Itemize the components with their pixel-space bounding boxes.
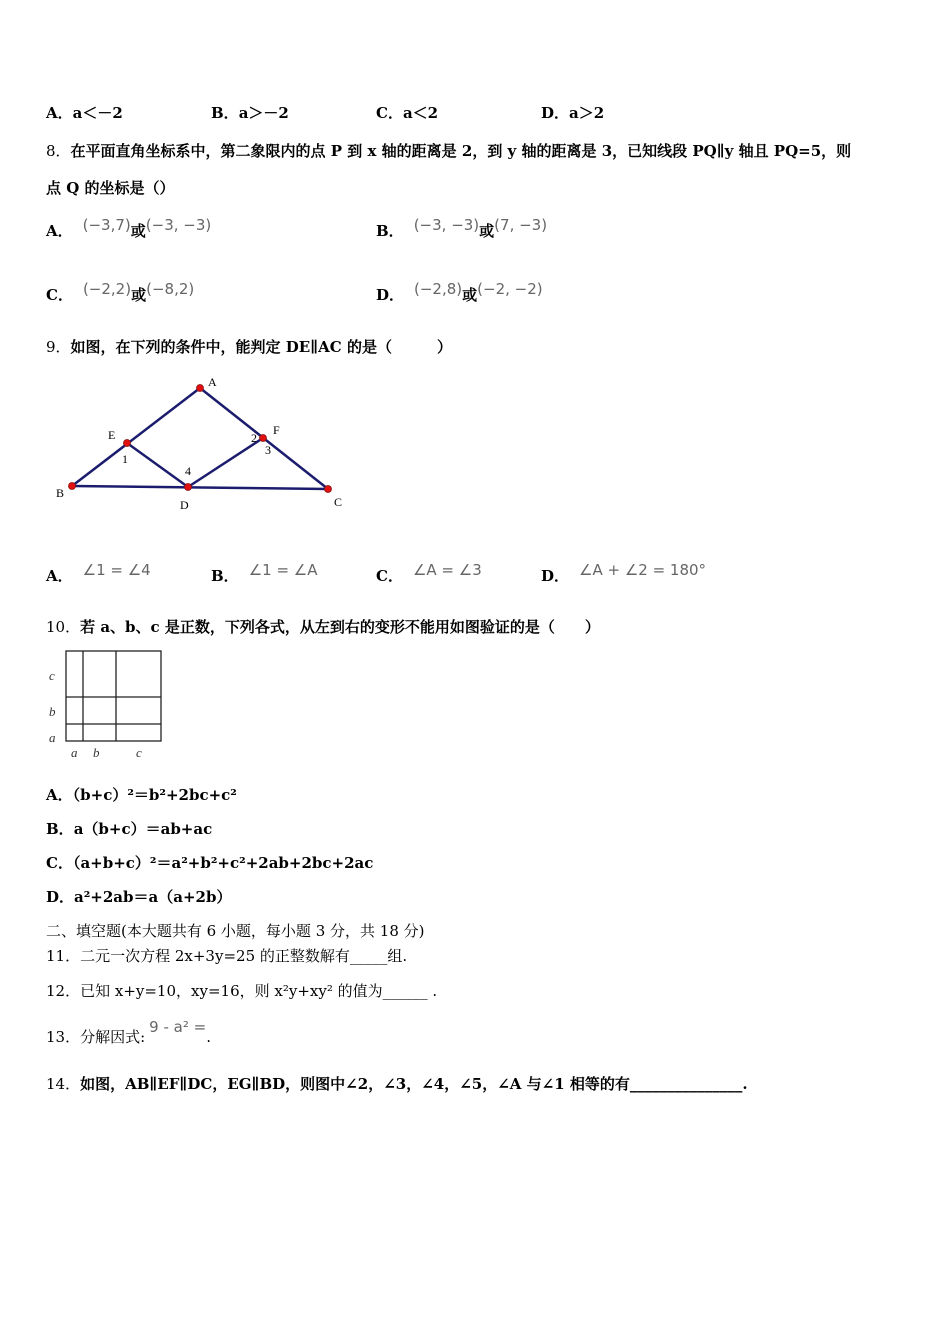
point-e	[124, 440, 131, 447]
q8-option-d[interactable]: D． (−2,8)或(−2, −2)	[376, 280, 543, 304]
q9-triangle-figure	[50, 372, 360, 517]
point-f	[260, 435, 267, 442]
bottom-label-c: c	[136, 745, 142, 760]
q10-option-b[interactable]: B．a（b+c）＝ab+ac	[46, 820, 213, 838]
q8-text: 在平面直角坐标系中，第二象限内的点 P 到 x 轴的距离是 2，到 y 轴的距离是 3，已知线段 PQ∥y 轴且 PQ=5，则	[70, 142, 852, 160]
q13-expression: 9 - a² =	[149, 1018, 207, 1036]
q9-option-c[interactable]: C． ∠A = ∠3	[376, 561, 482, 585]
q10-option-a[interactable]: A．（b+c）²＝b²+2bc+c²	[46, 786, 237, 804]
q8-option-b[interactable]: B． (−3, −3)或(7, −3)	[376, 216, 548, 240]
point-d	[185, 484, 192, 491]
point-a	[197, 385, 204, 392]
outer-square	[66, 651, 161, 741]
line-bc	[72, 486, 328, 489]
q8-stem-line2: 点 Q 的坐标是（）	[46, 179, 175, 197]
label-b: B	[56, 486, 65, 500]
label-angle-4: 4	[185, 464, 191, 478]
q9-option-d[interactable]: D． ∠A + ∠2 = 180°	[541, 561, 707, 585]
q10-option-c[interactable]: C．（a+b+c）²＝a²+b²+c²+2ab+2bc+2ac	[46, 854, 374, 872]
label-angle-3: 3	[265, 443, 271, 457]
point-b	[69, 483, 76, 490]
section-2-title: 二、填空题(本大题共有 6 小题，每小题 3 分，共 18 分)	[46, 922, 425, 940]
q7-option-a[interactable]: A．a＜－2	[46, 104, 123, 122]
q8-option-a[interactable]: A． (−3,7)或(−3, −3)	[46, 216, 212, 240]
line-ba	[72, 388, 200, 486]
q7-option-d[interactable]: D．a＞2	[541, 104, 605, 122]
point-c	[325, 486, 332, 493]
q7-option-b[interactable]: B．a＞－2	[211, 104, 289, 122]
q8-number: 8．	[46, 142, 71, 160]
q10-stem: 10．若 a、b、c 是正数，下列各式，从左到右的变形不能用如图验证的是（ ）	[46, 618, 600, 636]
q10-option-d[interactable]: D．a²+2ab＝a（a+2b）	[46, 888, 232, 906]
q9-option-b[interactable]: B． ∠1 = ∠A	[211, 561, 318, 585]
q12: 12．已知 x+y=10，xy=16，则 x²y+xy² 的值为______ .	[46, 982, 438, 1000]
left-label-a: a	[49, 730, 56, 745]
q14: 14．如图，AB∥EF∥DC，EG∥BD，则图中∠2，∠3，∠4，∠5，∠A 与∠1 相等的有_______________.	[46, 1075, 748, 1093]
label-angle-2: 2	[251, 431, 257, 445]
q9-option-a[interactable]: A． ∠1 = ∠4	[46, 561, 151, 585]
label-a: A	[208, 375, 217, 389]
line-df	[188, 438, 263, 487]
q13: 13．分解因式:9 - a² =.	[46, 1018, 211, 1046]
line-ed	[127, 443, 188, 487]
q11: 11．二元一次方程 2x+3y=25 的正整数解有_____组.	[46, 947, 408, 965]
q10-square-figure	[44, 648, 168, 764]
left-label-c: c	[49, 668, 55, 683]
label-c: C	[334, 495, 343, 509]
q7-option-c[interactable]: C．a＜2	[376, 104, 439, 122]
q8-stem-line1	[46, 140, 851, 161]
bottom-label-b: b	[93, 745, 100, 760]
bottom-label-a: a	[71, 745, 78, 760]
label-f: F	[273, 423, 280, 437]
left-label-b: b	[49, 704, 56, 719]
label-angle-1: 1	[122, 452, 128, 466]
q8-option-c[interactable]: C． (−2,2)或(−8,2)	[46, 280, 195, 304]
q9-stem: 9．如图，在下列的条件中，能判定 DE∥AC 的是（ ）	[46, 338, 452, 356]
label-e: E	[108, 428, 116, 442]
label-d: D	[180, 498, 189, 512]
